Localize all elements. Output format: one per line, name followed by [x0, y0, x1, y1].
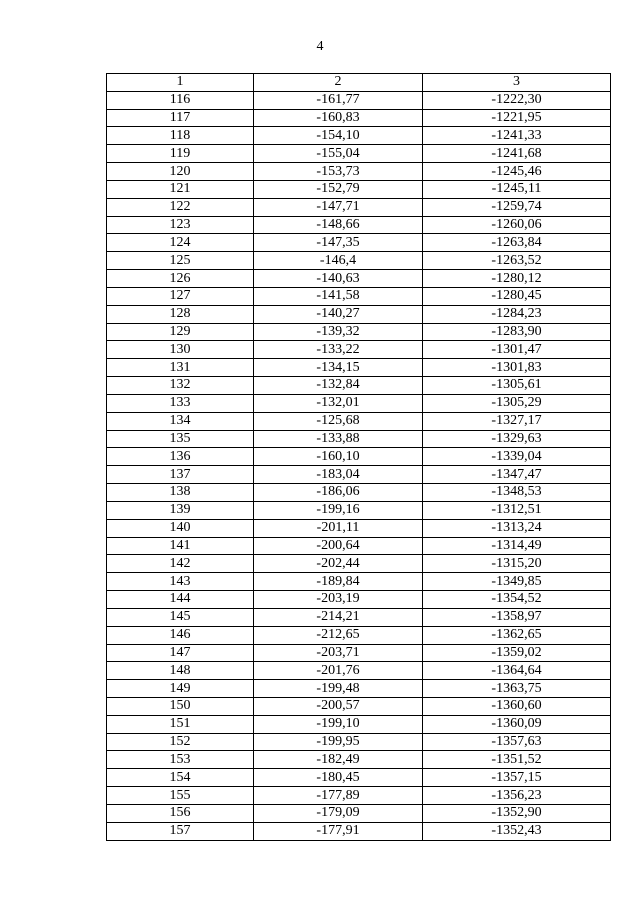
table-cell: 148 — [107, 662, 254, 680]
table-cell: -139,32 — [254, 323, 423, 341]
table-cell: -1360,09 — [423, 715, 611, 733]
table-cell: -200,64 — [254, 537, 423, 555]
table-cell: -1245,11 — [423, 180, 611, 198]
table-cell: 126 — [107, 270, 254, 288]
table-cell: -1329,63 — [423, 430, 611, 448]
table-cell: -201,11 — [254, 519, 423, 537]
table-row — [107, 608, 611, 626]
table-cell: 147 — [107, 644, 254, 662]
table-cell: -1313,24 — [423, 519, 611, 537]
table-cell: 131 — [107, 359, 254, 377]
table-row — [107, 109, 611, 127]
table-cell: -183,04 — [254, 466, 423, 484]
table-row — [107, 412, 611, 430]
table-row — [107, 626, 611, 644]
table-cell: -147,35 — [254, 234, 423, 252]
table-cell: -1241,33 — [423, 127, 611, 145]
table-cell: -1222,30 — [423, 91, 611, 109]
table-cell: -141,58 — [254, 287, 423, 305]
table-cell: -201,76 — [254, 662, 423, 680]
table-cell: 137 — [107, 466, 254, 484]
table-cell: -1263,84 — [423, 234, 611, 252]
column-header: 1 — [107, 74, 254, 92]
table-cell: 128 — [107, 305, 254, 323]
table-cell: -1280,12 — [423, 270, 611, 288]
table-cell: -134,15 — [254, 359, 423, 377]
table-cell: -125,68 — [254, 412, 423, 430]
table-cell: 143 — [107, 573, 254, 591]
table-cell: 129 — [107, 323, 254, 341]
table-cell: 133 — [107, 394, 254, 412]
table-row — [107, 555, 611, 573]
table-cell: -1301,83 — [423, 359, 611, 377]
table-cell: 122 — [107, 198, 254, 216]
table-row — [107, 305, 611, 323]
table-cell: -186,06 — [254, 484, 423, 502]
table-cell: -199,16 — [254, 501, 423, 519]
table-cell: -212,65 — [254, 626, 423, 644]
table-cell: -133,22 — [254, 341, 423, 359]
table-cell: 117 — [107, 109, 254, 127]
table-cell: -1221,95 — [423, 109, 611, 127]
column-header: 2 — [254, 74, 423, 92]
table-cell: -1301,47 — [423, 341, 611, 359]
table-cell: -1314,49 — [423, 537, 611, 555]
table-cell: 141 — [107, 537, 254, 555]
table-cell: -1280,45 — [423, 287, 611, 305]
table-row — [107, 234, 611, 252]
table-row — [107, 145, 611, 163]
table-cell: -1356,23 — [423, 787, 611, 805]
table-row — [107, 127, 611, 145]
table-cell: 144 — [107, 591, 254, 609]
table-cell: -1263,52 — [423, 252, 611, 270]
table-cell: -132,01 — [254, 394, 423, 412]
table-cell: 152 — [107, 733, 254, 751]
table-cell: -1362,65 — [423, 626, 611, 644]
table-cell: 116 — [107, 91, 254, 109]
table-row — [107, 519, 611, 537]
table-cell: 125 — [107, 252, 254, 270]
table-row — [107, 804, 611, 822]
table-row — [107, 287, 611, 305]
table-cell: -189,84 — [254, 573, 423, 591]
table-cell: -1315,20 — [423, 555, 611, 573]
table-cell: -154,10 — [254, 127, 423, 145]
table-row — [107, 359, 611, 377]
table-cell: -177,89 — [254, 787, 423, 805]
data-table — [106, 73, 611, 841]
table-cell: -1348,53 — [423, 484, 611, 502]
table-cell: -147,71 — [254, 198, 423, 216]
table-cell: -202,44 — [254, 555, 423, 573]
table-cell: -1357,15 — [423, 769, 611, 787]
table-cell: -1351,52 — [423, 751, 611, 769]
table-row — [107, 769, 611, 787]
table-row — [107, 733, 611, 751]
page-number: 4 — [316, 39, 324, 54]
table-cell: -133,88 — [254, 430, 423, 448]
table-cell: -203,71 — [254, 644, 423, 662]
table-cell: 135 — [107, 430, 254, 448]
table-row — [107, 501, 611, 519]
table-cell: -180,45 — [254, 769, 423, 787]
table-row — [107, 662, 611, 680]
table-cell: -200,57 — [254, 697, 423, 715]
table-cell: -161,77 — [254, 91, 423, 109]
table-row — [107, 252, 611, 270]
table-row — [107, 573, 611, 591]
table-cell: -177,91 — [254, 822, 423, 840]
table-cell: -152,79 — [254, 180, 423, 198]
table-cell: 139 — [107, 501, 254, 519]
table-cell: -199,95 — [254, 733, 423, 751]
table-cell: 134 — [107, 412, 254, 430]
table-cell: -1305,29 — [423, 394, 611, 412]
table-row — [107, 216, 611, 234]
table-cell: -203,19 — [254, 591, 423, 609]
table-cell: -214,21 — [254, 608, 423, 626]
table-cell: 153 — [107, 751, 254, 769]
table-cell: -1259,74 — [423, 198, 611, 216]
table-cell: -1349,85 — [423, 573, 611, 591]
table-row — [107, 537, 611, 555]
table-row — [107, 484, 611, 502]
table-cell: 127 — [107, 287, 254, 305]
table-cell: -1284,23 — [423, 305, 611, 323]
table-cell: -179,09 — [254, 804, 423, 822]
table-cell: 136 — [107, 448, 254, 466]
table-cell: 154 — [107, 769, 254, 787]
table-cell: -1358,97 — [423, 608, 611, 626]
table-cell: 123 — [107, 216, 254, 234]
table-cell: 150 — [107, 697, 254, 715]
table-row — [107, 751, 611, 769]
table-cell: -1260,06 — [423, 216, 611, 234]
table-cell: -155,04 — [254, 145, 423, 163]
table-cell: 119 — [107, 145, 254, 163]
table-cell: -140,27 — [254, 305, 423, 323]
table-cell: 146 — [107, 626, 254, 644]
table-row — [107, 430, 611, 448]
table-row — [107, 198, 611, 216]
table-cell: -1312,51 — [423, 501, 611, 519]
table-cell: -146,4 — [254, 252, 423, 270]
table-cell: -1364,64 — [423, 662, 611, 680]
table-cell: 138 — [107, 484, 254, 502]
table-cell: -1327,17 — [423, 412, 611, 430]
table-cell: 140 — [107, 519, 254, 537]
table-row — [107, 341, 611, 359]
table-cell: -1347,47 — [423, 466, 611, 484]
table-row — [107, 377, 611, 395]
table-row — [107, 394, 611, 412]
table-cell: 120 — [107, 163, 254, 181]
table-cell: 132 — [107, 377, 254, 395]
table-body — [107, 74, 611, 841]
table-row — [107, 822, 611, 840]
table-cell: -199,10 — [254, 715, 423, 733]
table-cell: -1359,02 — [423, 644, 611, 662]
table-row — [107, 448, 611, 466]
table-row — [107, 180, 611, 198]
table-cell: 142 — [107, 555, 254, 573]
table-cell: 149 — [107, 680, 254, 698]
table-row — [107, 466, 611, 484]
table-cell: 151 — [107, 715, 254, 733]
table-cell: -199,48 — [254, 680, 423, 698]
table-header-row — [107, 74, 611, 92]
table-row — [107, 787, 611, 805]
table-cell: -1305,61 — [423, 377, 611, 395]
table-cell: -182,49 — [254, 751, 423, 769]
table-row — [107, 644, 611, 662]
table-cell: -132,84 — [254, 377, 423, 395]
table-row — [107, 323, 611, 341]
table-cell: 157 — [107, 822, 254, 840]
table-cell: -160,10 — [254, 448, 423, 466]
table-cell: -1363,75 — [423, 680, 611, 698]
table-cell: -1241,68 — [423, 145, 611, 163]
table-row — [107, 697, 611, 715]
table-cell: -1245,46 — [423, 163, 611, 181]
table-cell: 155 — [107, 787, 254, 805]
table-cell: 121 — [107, 180, 254, 198]
table-cell: -1357,63 — [423, 733, 611, 751]
table-cell: -1339,04 — [423, 448, 611, 466]
table-cell: -1352,90 — [423, 804, 611, 822]
table-cell: -148,66 — [254, 216, 423, 234]
table-cell: 156 — [107, 804, 254, 822]
table-row — [107, 680, 611, 698]
column-header: 3 — [423, 74, 611, 92]
table-row — [107, 91, 611, 109]
table-cell: -140,63 — [254, 270, 423, 288]
table-cell: -1360,60 — [423, 697, 611, 715]
table-cell: -1283,90 — [423, 323, 611, 341]
table-cell: -1354,52 — [423, 591, 611, 609]
table-row — [107, 591, 611, 609]
table-cell: 118 — [107, 127, 254, 145]
table-row — [107, 270, 611, 288]
table-cell: -153,73 — [254, 163, 423, 181]
table-cell: -160,83 — [254, 109, 423, 127]
table-cell: 130 — [107, 341, 254, 359]
table-cell: -1352,43 — [423, 822, 611, 840]
table-cell: 124 — [107, 234, 254, 252]
table-cell: 145 — [107, 608, 254, 626]
table-row — [107, 163, 611, 181]
table-row — [107, 715, 611, 733]
